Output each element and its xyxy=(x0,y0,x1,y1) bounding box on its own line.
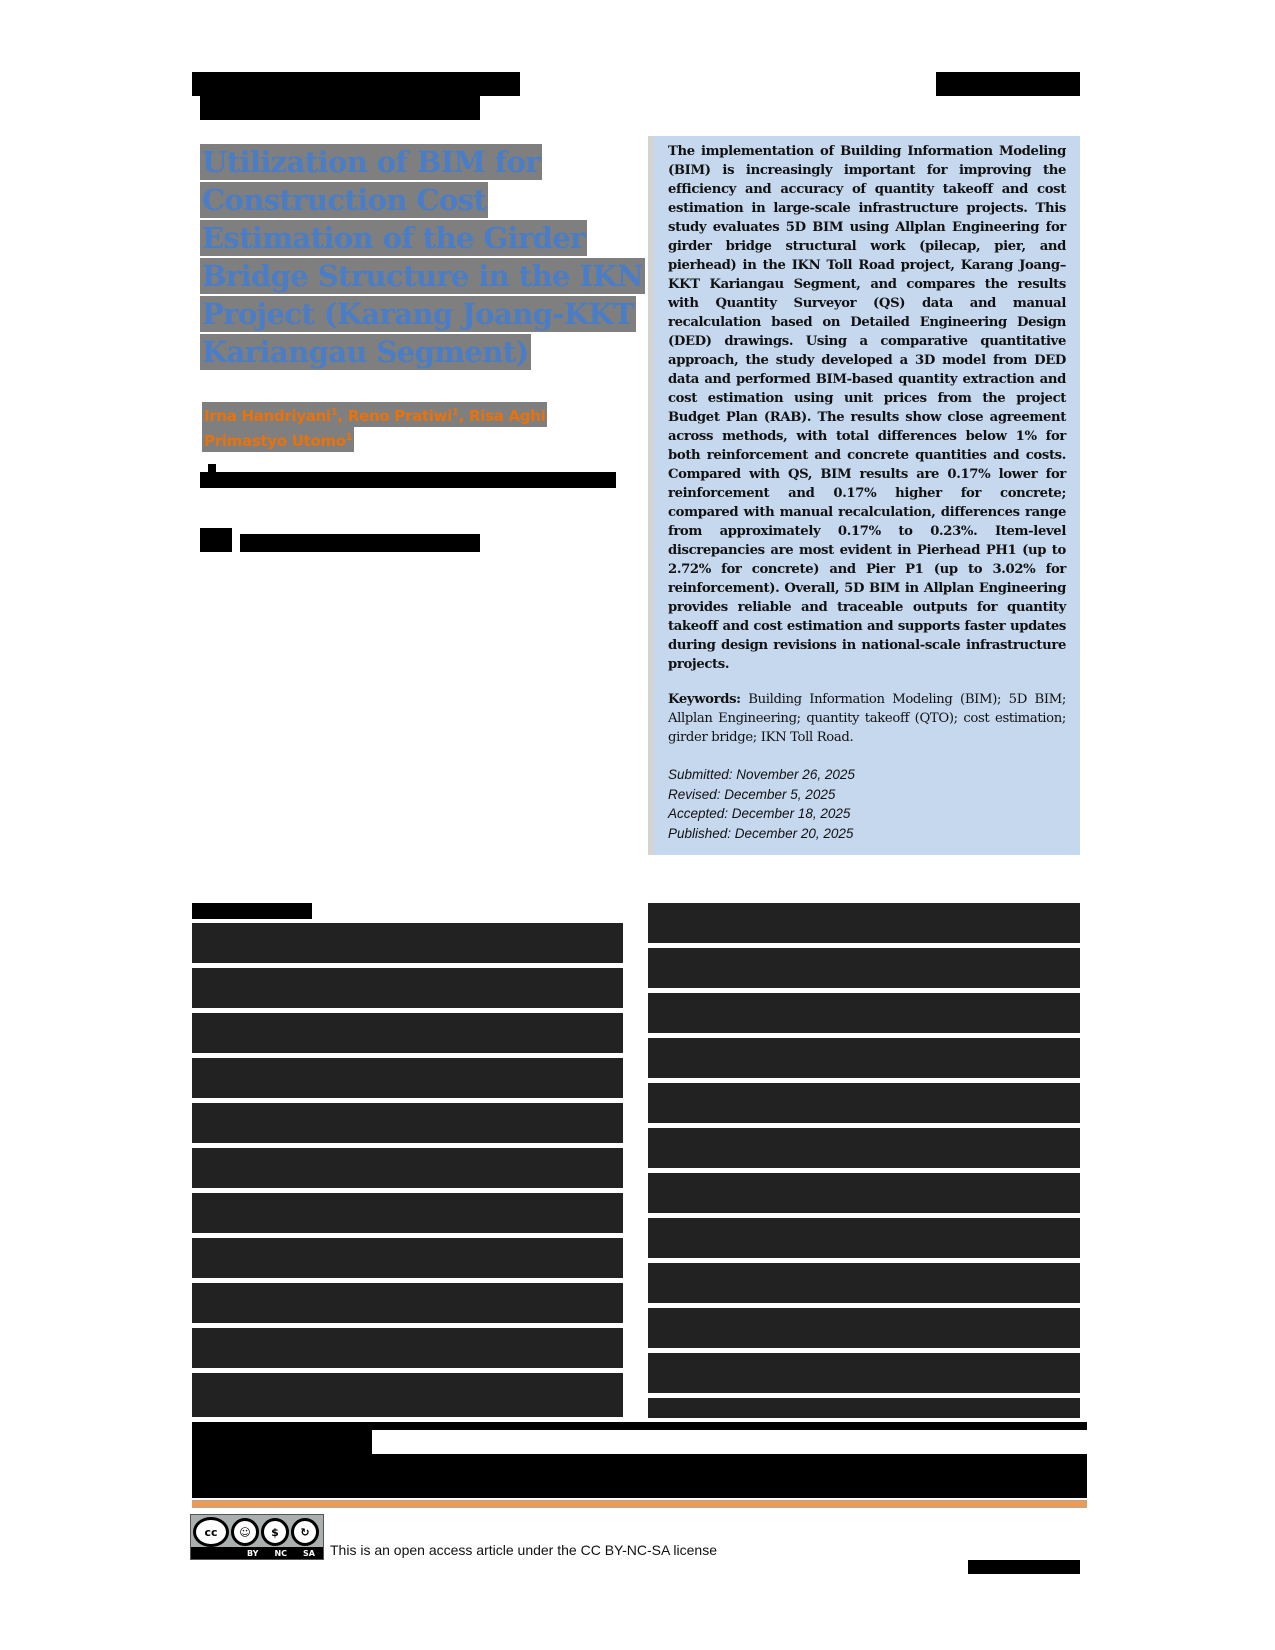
envelope-icon-redacted xyxy=(200,528,232,552)
redaction-bar xyxy=(648,1173,1080,1213)
attribution-person-icon: ☺ xyxy=(231,1518,259,1546)
redaction-bar xyxy=(648,948,1080,988)
sharealike-icon: ↻ xyxy=(291,1518,319,1546)
by-label: BY xyxy=(247,1548,259,1558)
title-line: Utilization of BIM for xyxy=(202,145,541,179)
body-right-column-redacted xyxy=(648,903,1080,1423)
redaction-bar xyxy=(200,96,480,120)
title-line: Bridge Structure in the IKN xyxy=(202,259,643,293)
author-line xyxy=(202,402,547,427)
email-redacted xyxy=(200,528,480,552)
author-name: Irna Handriyani xyxy=(204,407,331,425)
redaction-bar xyxy=(240,534,480,552)
footer-rule xyxy=(192,1500,1087,1508)
redaction-bar xyxy=(192,923,623,963)
article-title xyxy=(200,144,643,372)
title-line: Kariangau Segment) xyxy=(202,335,529,369)
abstract-box xyxy=(648,136,1080,855)
title-line: Project (Karang Joang-KKT xyxy=(202,297,635,331)
redaction-bar xyxy=(192,968,623,1008)
redaction-bar xyxy=(208,464,216,472)
redaction-bar xyxy=(648,1353,1080,1393)
title-line: Construction Cost xyxy=(202,183,487,217)
redaction-bar xyxy=(192,1454,1087,1498)
revised-date: Revised: December 5, 2025 xyxy=(668,786,836,802)
body-left-column-redacted xyxy=(192,903,623,1422)
noncommercial-icon: $ xyxy=(261,1518,289,1546)
affiliation-marker: 1 xyxy=(345,432,353,443)
author-name: Primastyo Utomo xyxy=(204,432,346,450)
redaction-bar xyxy=(648,1263,1080,1303)
keywords-list: Building Information Modeling (BIM); 5D BIM; Allplan Engineering; quantity takeoff (QTO); cost estimation; girder bridge; IKN Toll Road. xyxy=(668,692,1066,745)
keywords xyxy=(668,690,1066,747)
article-dates xyxy=(668,765,1066,843)
redaction-bar xyxy=(192,1193,623,1233)
keywords-label: Keywords: xyxy=(668,692,741,707)
sa-label: SA xyxy=(303,1548,315,1558)
affiliation-redacted xyxy=(200,464,616,488)
redaction-bar xyxy=(192,1422,1087,1430)
redaction-bar xyxy=(192,72,520,96)
page-number-redacted xyxy=(968,1560,1080,1574)
footnote-redacted xyxy=(192,1422,1087,1502)
section-heading-redacted xyxy=(192,903,312,919)
cc-license-badge xyxy=(190,1514,324,1560)
redaction-bar xyxy=(648,1308,1080,1348)
author-name: , Risa Aghi xyxy=(458,407,546,425)
redaction-bar xyxy=(192,1430,372,1454)
redaction-bar xyxy=(192,1103,623,1143)
redaction-bar xyxy=(192,1238,623,1278)
author-list xyxy=(202,402,632,452)
affiliation-marker: 1 xyxy=(452,407,459,418)
published-date: Published: December 20, 2025 xyxy=(668,825,854,841)
author-line xyxy=(202,427,354,452)
redaction-bar xyxy=(192,1148,623,1188)
redaction-bar xyxy=(648,903,1080,943)
redaction-bar xyxy=(192,1283,623,1323)
cc-icon: cc xyxy=(193,1517,229,1547)
redaction-bar xyxy=(648,1038,1080,1078)
abstract-text: The implementation of Building Information Modeling (BIM) is increasingly important for improving the efficiency and accuracy of quantity takeoff and cost estimation in large-scale infrastructure projects. This study evaluates 5D BIM using Allplan Engineering for girder bridge structural work (pilecap, pier, and pierhead) in the IKN Toll Road project, Karang Joang–KKT Kariangau Segment, and compares the results with Quantity Surveyor (QS) data and manual recalculation based on Detailed Engineering Design (DED) drawings. Using a comparative quantitative approach, the study developed a 3D model from DED data and performed BIM-based quantity extraction and cost estimation using unit prices from the project Budget Plan (RAB). The results show close agreement across methods, with total differences below 1% for both reinforcement and concrete quantities and costs. Compared with QS, BIM results are 0.17% lower for reinforcement and 0.17% higher for concrete; compared with manual recalculation, differences range from approximately 0.17% to 0.23%. Item-level discrepancies are most evident in Pierhead PH1 (up to 2.72% for concrete) and Pier P1 (up to 3.02% for reinforcement). Overall, 5D BIM in Allplan Engineering provides reliable and traceable outputs for quantity takeoff and cost estimation and supports faster updates during design revisions in national-scale infrastructure projects. xyxy=(668,144,1066,672)
redaction-bar xyxy=(648,1083,1080,1123)
submitted-date: Submitted: November 26, 2025 xyxy=(668,767,855,782)
journal-header-redacted xyxy=(192,72,520,120)
redaction-bar xyxy=(192,1013,623,1053)
redaction-bar xyxy=(648,993,1080,1033)
accepted-date: Accepted: December 18, 2025 xyxy=(668,806,851,821)
redaction-bar xyxy=(192,1058,623,1098)
issn-redacted xyxy=(936,72,1080,96)
redaction-bar xyxy=(200,472,616,488)
author-name: , Reno Pratiwi xyxy=(337,407,453,425)
redaction-bar xyxy=(192,1328,623,1368)
redaction-bar xyxy=(648,1398,1080,1418)
affiliation-marker: 1 xyxy=(330,407,338,418)
license-text: This is an open access article under the CC BY-NC-SA license xyxy=(330,1542,717,1558)
redaction-bar xyxy=(648,1218,1080,1258)
redaction-bar xyxy=(192,1373,623,1417)
redaction-bar xyxy=(648,1128,1080,1168)
nc-label: NC xyxy=(274,1548,288,1558)
title-line: Estimation of the Girder xyxy=(202,221,585,255)
